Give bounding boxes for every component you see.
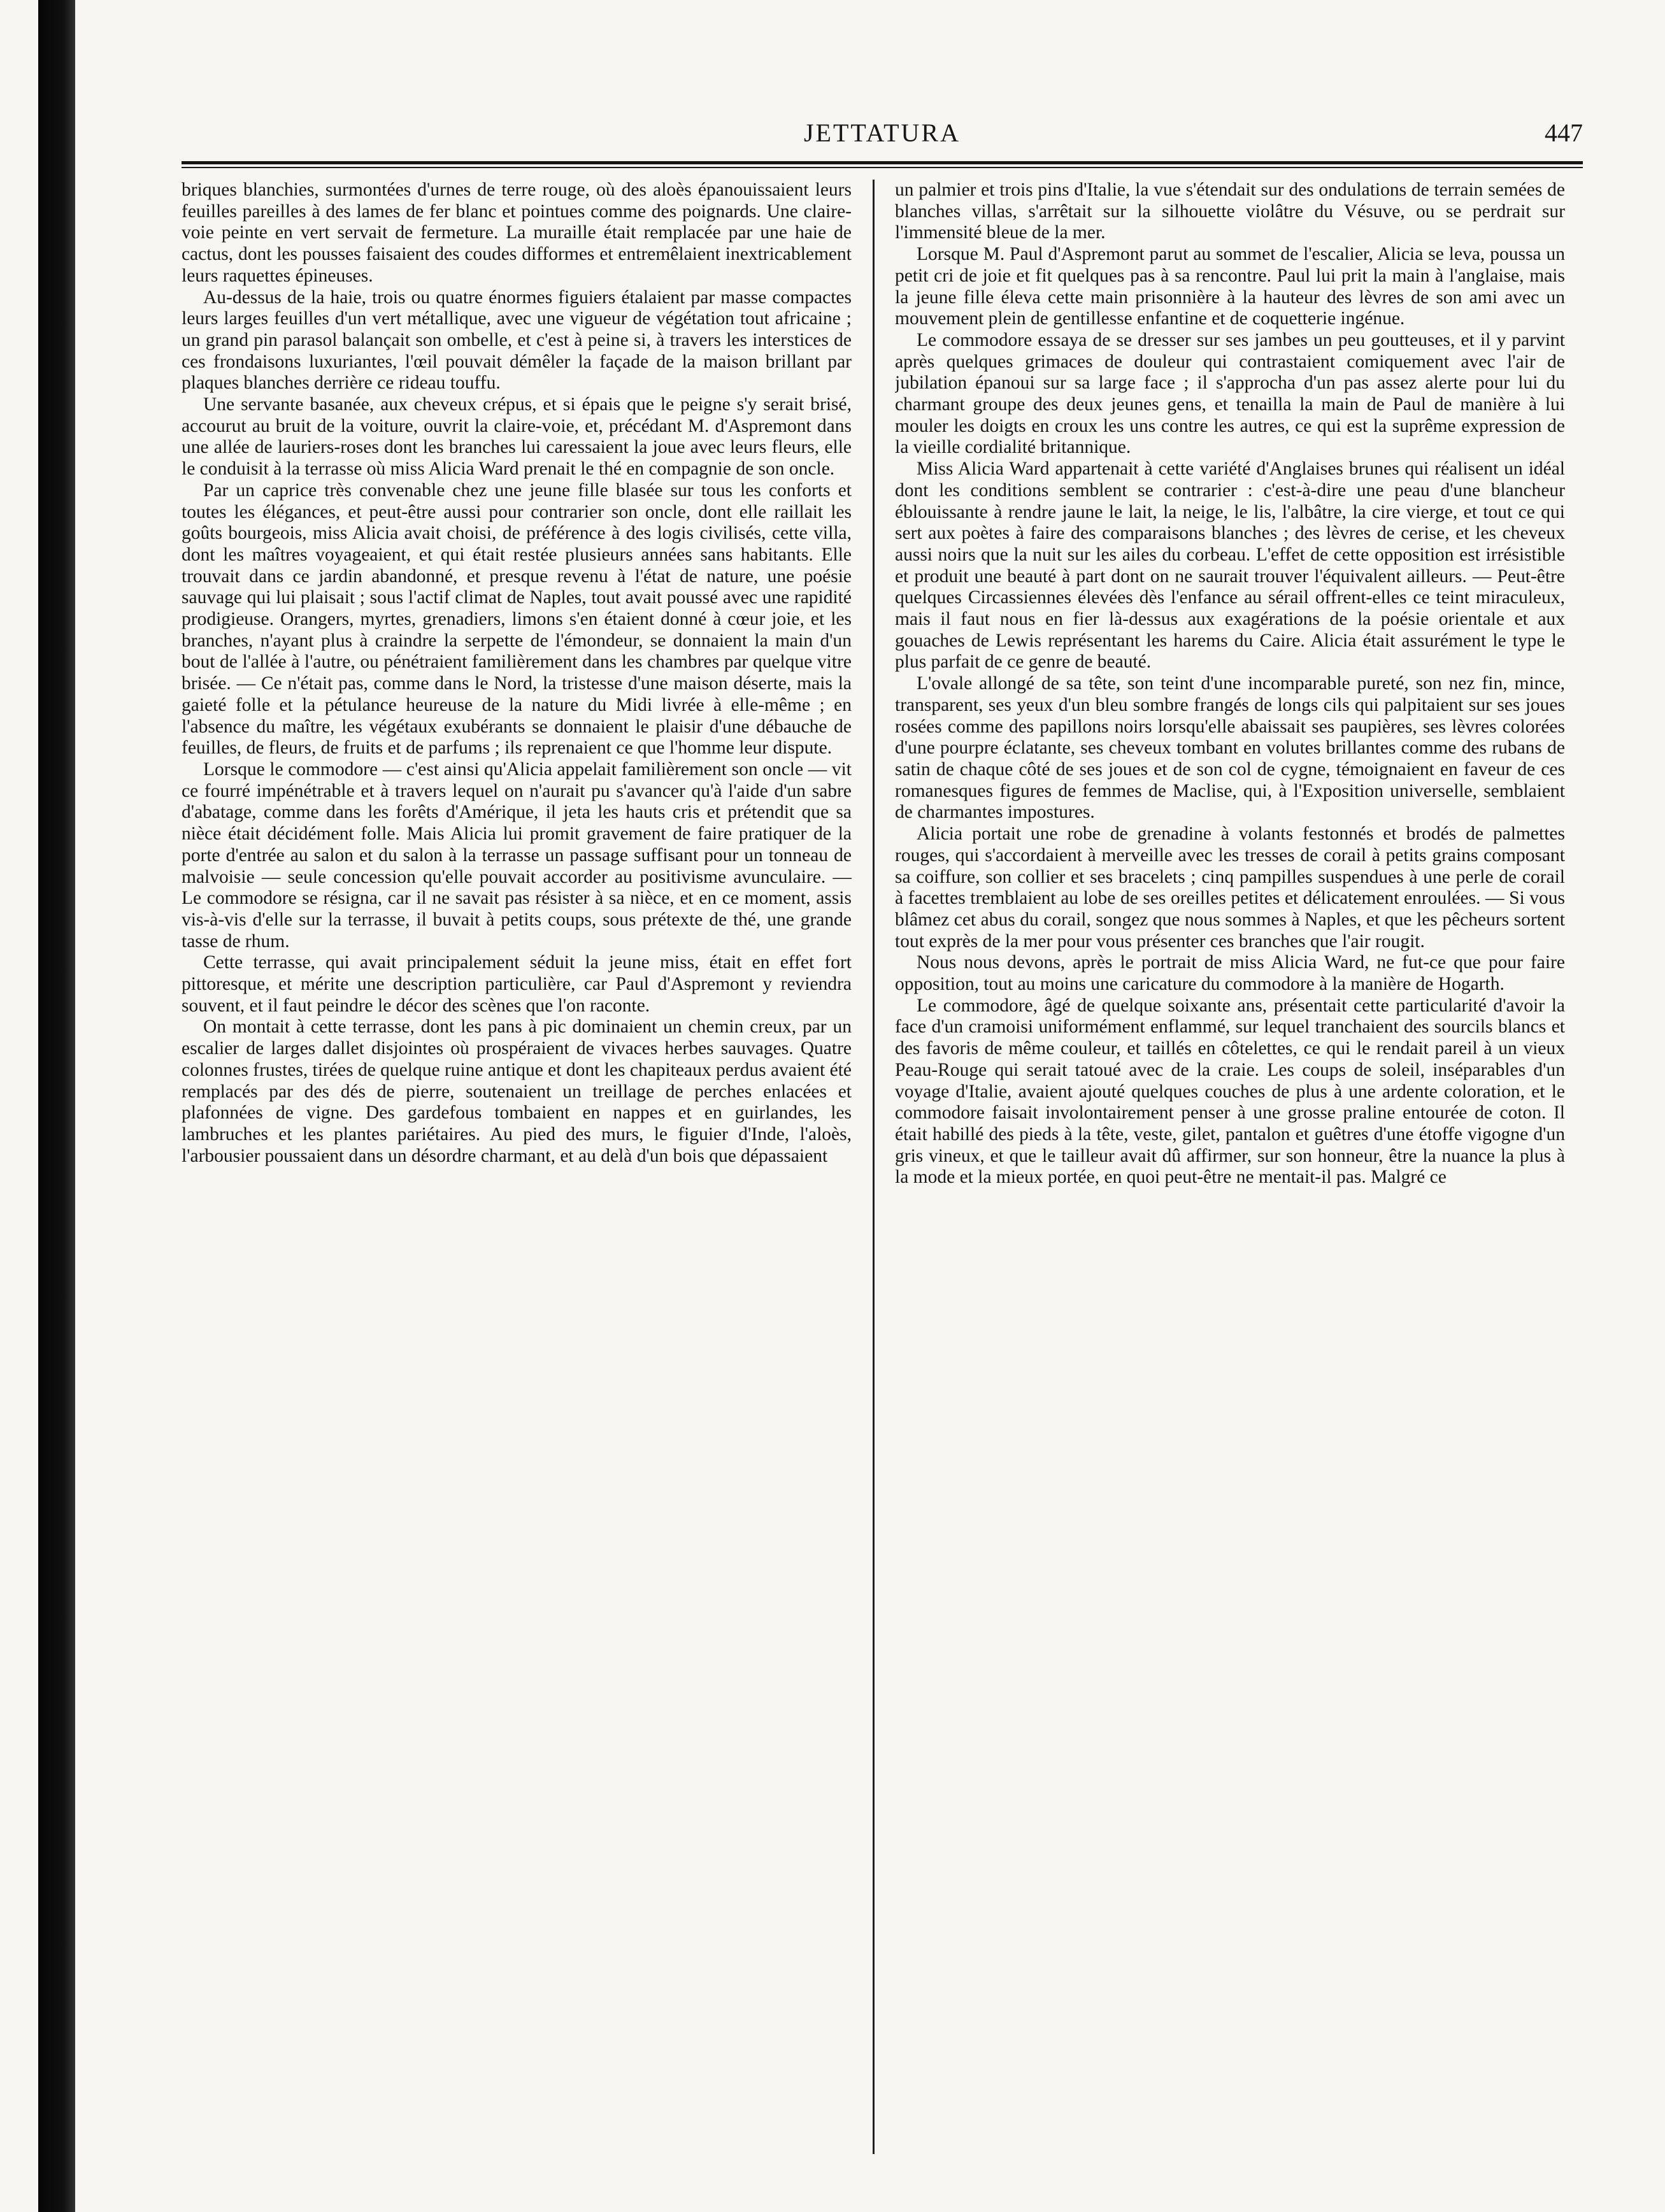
paragraph: Par un caprice très convenable chez une jeune fille blasée sur tous les conforts et toutes les élégances, et peut-être aussi pour contrarier son oncle, dont elle raillait les goûts bourgeois, miss Alicia avait choisi, de préférence à des logis civilisés, cette villa, dont les maîtres voyageaient, et qui était restée plusieurs années sans habitants. Elle trouvait dans ce jardin abandonné, et presque revenu à l'état de nature, une poésie sauvage qui lui plaisait ; sous l'actif climat de Naples, tout avait poussé avec une rapidité prodigieuse. Orangers, myrtes, grenadiers, limons s'en étaient donné à cœur joie, et les branches, n'ayant plus à craindre la serpette de l'émondeur, se donnaient la main d'un bout de l'allée à l'autre, ou pénétraient familièrement dans les chambres par quelque vitre brisée. — Ce n'était pas, comme dans le Nord, la tristesse d'une maison déserte, mais la gaieté folle et la pétulance heureuse de la nature du Midi livrée à elle-même ; en l'absence du maître, les végétaux exubérants se donnaient le plaisir d'une débauche de feuilles, de fleurs, de fruits et de parfums ; ils reprenaient ce que l'homme leur dispute. xyxy=(182,480,852,759)
page-number: 447 xyxy=(1545,118,1583,147)
paragraph: Le commodore, âgé de quelque soixante ans, présentait cette particularité d'avoir la face d'un cramoisi uniformément enflammé, sur lequel tranchaient des sourcils blancs et des favoris de même couleur, et taillés en côtelettes, ce qui le rendait pareil à un vieux Peau-Rouge qui serait tatoué avec de la craie. Les coups de soleil, inséparables d'un voyage d'Italie, avaient ajouté quelques couches de plus à une ardente coloration, et le commodore faisait involontairement penser à une grosse praline entourée de coton. Il était habillé des pieds à la tête, veste, gilet, pantalon et guêtres d'une étoffe vigogne d'un gris vineux, et que le tailleur avait dû affirmer, sur son honneur, être la nuance la plus à la mode et la mieux portée, en quoi peut-être ne mentait-il pas. Malgré ce xyxy=(895,995,1565,1188)
book-spine-shadow xyxy=(38,0,75,2212)
paragraph: Lorsque le commodore — c'est ainsi qu'Alicia appelait familièrement son oncle — vit ce fourré impénétrable et à travers lequel on n'aurait pu s'avancer qu'à l'aide d'un sabre d'abatage, comme dans les forêts d'Amérique, il jeta les hauts cris et prétendit que sa nièce était décidément folle. Mais Alicia lui promit gravement de faire pratiquer de la porte d'entrée au salon et du salon à la terrasse un passage suffisant pour un tonneau de malvoisie — seule concession qu'elle pouvait accorder au positivisme avunculaire. — Le commodore se résigna, car il ne savait pas résister à sa nièce, et en ce moment, assis vis-à-vis d'elle sur la terrasse, il buvait à petits coups, sous prétexte de thé, une grande tasse de rhum. xyxy=(182,759,852,952)
book-page xyxy=(182,118,1583,2181)
paragraph: un palmier et trois pins d'Italie, la vue s'étendait sur des ondulations de terrain semées de blanches villas, s'arrêtait sur la silhouette violâtre du Vésuve, ou se perdrait sur l'immensité bleue de la mer. xyxy=(895,180,1565,243)
running-title: JETTATURA xyxy=(803,118,961,147)
right-column xyxy=(895,180,1565,2154)
text-columns xyxy=(182,180,1583,2154)
paragraph: Miss Alicia Ward appartenait à cette variété d'Anglaises brunes qui réalisent un idéal dont les conditions semblent se contrarier : c'est-à-dire une peau d'une blancheur éblouissante à rendre jaune le lait, la neige, le lis, l'albâtre, la cire vierge, et tout ce qui sert aux poètes à faire des comparaisons blanches ; des lèvres de cerise, et les cheveux aussi noirs que la nuit sur les ailes du corbeau. L'effet de cette opposition est irrésistible et produit une beauté à part dont on ne saurait trouver l'équivalent ailleurs. — Peut-être quelques Circassiennes élevées dès l'enfance au sérail offrent-elles ce teint miraculeux, mais il faut nous en fier là-dessus aux exagérations de la poésie orientale et aux gouaches de Lewis représentant les harems du Caire. Alicia était assurément le type le plus parfait de ce genre de beauté. xyxy=(895,459,1565,673)
running-header xyxy=(182,118,1583,156)
paragraph: Nous nous devons, après le portrait de miss Alicia Ward, ne fut-ce que pour faire opposition, tout au moins une caricature du commodore à la manière de Hogarth. xyxy=(895,952,1565,995)
paragraph: Alicia portait une robe de grenadine à volants festonnés et brodés de palmettes rouges, qui s'accordaient à merveille avec les tresses de corail à petits grains composant sa coiffure, son collier et ses bracelets ; cinq pampilles suspendues à une perle de corail à facettes tremblaient au lobe de ses oreilles petites et délicatement enroulées. — Si vous blâmez cet abus du corail, songez que nous sommes à Naples, et que les pêcheurs sortent tout exprès de la mer pour vous présenter ces branches que l'air rougit. xyxy=(895,824,1565,952)
header-rule xyxy=(182,161,1583,168)
paragraph: Au-dessus de la haie, trois ou quatre énormes figuiers étalaient par masse compactes leurs larges feuilles d'un vert métallique, avec une vigueur de végétation tout africaine ; un grand pin parasol balançait son ombelle, et c'est à peine si, à travers les interstices de ces frondaisons luxuriantes, l'œil pouvait démêler la façade de la maison brillant par plaques blanches derrière ce rideau touffu. xyxy=(182,287,852,394)
paragraph: Une servante basanée, aux cheveux crépus, et si épais que le peigne s'y serait brisé, accourut au bruit de la voiture, ouvrit la claire-voie, et, précédant M. d'Aspremont dans une allée de lauriers-roses dont les branches lui caressaient la joue avec leurs fleurs, elle le conduisit à la terrasse où miss Alicia Ward prenait le thé en compagnie de son oncle. xyxy=(182,394,852,480)
paragraph: On montait à cette terrasse, dont les pans à pic dominaient un chemin creux, par un escalier de larges dallet disjointes où prospéraient de vivaces herbes sauvages. Quatre colonnes frustes, tirées de quelque ruine antique et dont les chapiteaux perdus avaient été remplacés par des dés de pierre, soutenaient un treillage de perches enlacées et plafonnées de vigne. Des gardefous tombaient en nappes et en guirlandes, les lambruches et les plantes pariétaires. Au pied des murs, le figuier d'Inde, l'aloès, l'arbousier poussaient dans un désordre charmant, et au delà d'un bois que dépassaient xyxy=(182,1017,852,1166)
paragraph: Lorsque M. Paul d'Aspremont parut au sommet de l'escalier, Alicia se leva, poussa un petit cri de joie et fit quelques pas à sa rencontre. Paul lui prit la main à l'anglaise, mais la jeune fille éleva cette main prisonnière à la hauteur des lèvres de son ami avec un mouvement plein de gentillesse enfantine et de coquetterie ingénue. xyxy=(895,244,1565,329)
column-divider xyxy=(873,180,875,2154)
paragraph: Cette terrasse, qui avait principalement séduit la jeune miss, était en effet fort pittoresque, et mérite une description particulière, car Paul d'Aspremont y reviendra souvent, et il faut peindre le décor des scènes que l'on raconte. xyxy=(182,952,852,1016)
paragraph: briques blanchies, surmontées d'urnes de terre rouge, où des aloès épanouissaient leurs feuilles pareilles à des lames de fer blanc et pointues comme des poignards. Une claire-voie peinte en vert servait de fermeture. La muraille était remplacée par une haie de cactus, dont les pousses faisaient des coudes difformes et entremêlaient inextricablement leurs raquettes épineuses. xyxy=(182,180,852,286)
left-column xyxy=(182,180,852,2154)
paragraph: L'ovale allongé de sa tête, son teint d'une incomparable pureté, son nez fin, mince, transparent, ses yeux d'un bleu sombre frangés de longs cils qui palpitaient sur ses joues rosées comme des papillons noirs lorsqu'elle abaissait ses paupières, ses lèvres colorées d'une pourpre éclatante, ses cheveux tombant en volutes brillantes comme des rubans de satin de chaque côté de ses joues et de son col de cygne, témoignaient en faveur de ces romanesques figures de femmes de Maclise, qui, à l'Exposition universelle, semblaient de charmantes impostures. xyxy=(895,673,1565,823)
paragraph: Le commodore essaya de se dresser sur ses jambes un peu goutteuses, et il y parvint après quelques grimaces de douleur qui contrastaient comiquement avec l'air de jubilation épanoui sur sa large face ; il s'approcha d'un pas assez alerte pour lui du charmant groupe des deux jeunes gens, et tenailla la main de Paul de manière à lui mouler les doigts en croux les uns contre les autres, ce qui est la suprême expression de la vieille cordialité britannique. xyxy=(895,329,1565,458)
